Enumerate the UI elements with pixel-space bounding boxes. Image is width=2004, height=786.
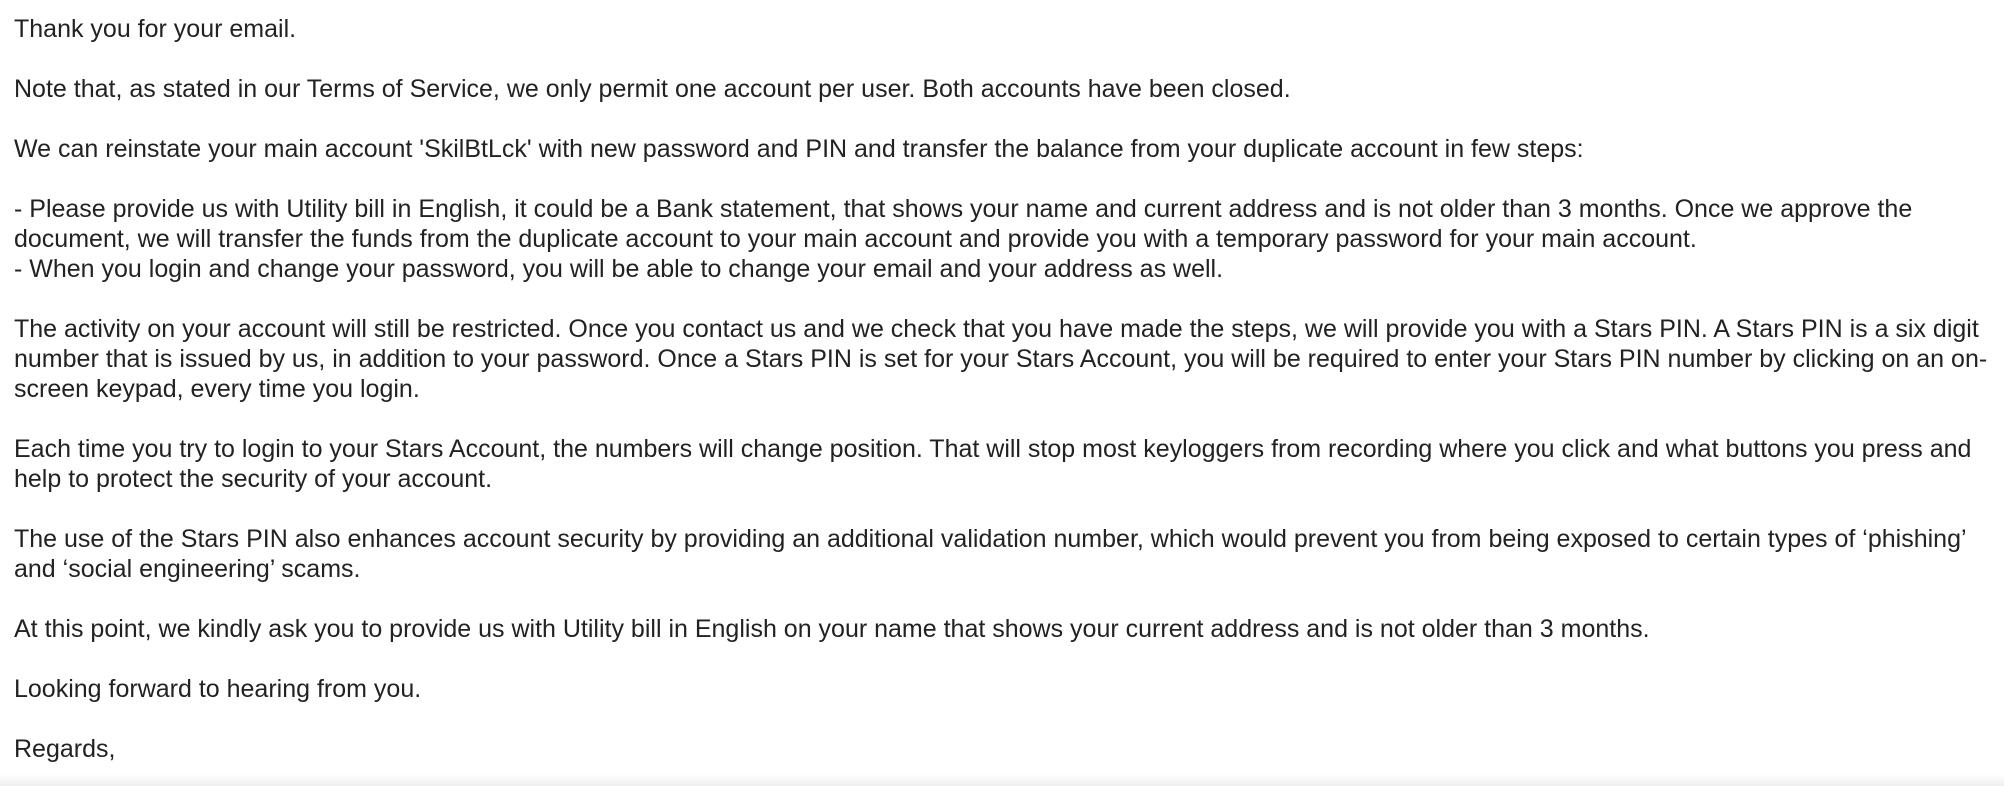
- greeting-text: Thank you for your email.: [14, 15, 297, 43]
- terms-paragraph: Note that, as stated in our Terms of Service, we only permit one account per user. Both accounts have been closed.: [14, 75, 1291, 103]
- step-item: - Please provide us with Utility bill in English, it could be a Bank statement, that shows your name and current address and is not older than 3 months. Once we approve the document, we will transfer the funds from the duplicate account to your main account and provide you with a temporary password for your main account.: [14, 195, 1913, 253]
- step-item: - When you login and change your password, you will be able to change your email and your address as well.: [14, 255, 1224, 283]
- request-paragraph: At this point, we kindly ask you to provide us with Utility bill in English on your name that shows your current address and is not older than 3 months.: [14, 615, 1650, 643]
- phishing-paragraph: The use of the Stars PIN also enhances account security by providing an additional validation number, which would prevent you from being exposed to certain types of ‘phishing’ and ‘social engineering’ scams.: [14, 525, 1966, 583]
- reinstate-paragraph: We can reinstate your main account 'SkilBtLck' with new password and PIN and transfer the balance from your duplicate account in few steps:: [14, 135, 1584, 163]
- keyloggers-paragraph: Each time you try to login to your Stars Account, the numbers will change position. That will stop most keyloggers from recording where you click and what buttons you press and help to protect the security of your account.: [14, 435, 1972, 493]
- steps-list: [14, 194, 1990, 284]
- bottom-edge-divider: [0, 774, 2004, 786]
- signoff-text: Regards,: [14, 735, 116, 763]
- restricted-paragraph: The activity on your account will still be restricted. Once you contact us and we check that you have made the steps, we will provide you with a Stars PIN. A Stars PIN is a six digit number that is issued by us, in addition to your password. Once a Stars PIN is set for your Stars Account, you will be required to enter your Stars PIN number by clicking on an on-screen keypad, every time you login.: [14, 315, 1988, 403]
- closing-paragraph: Looking forward to hearing from you.: [14, 675, 422, 703]
